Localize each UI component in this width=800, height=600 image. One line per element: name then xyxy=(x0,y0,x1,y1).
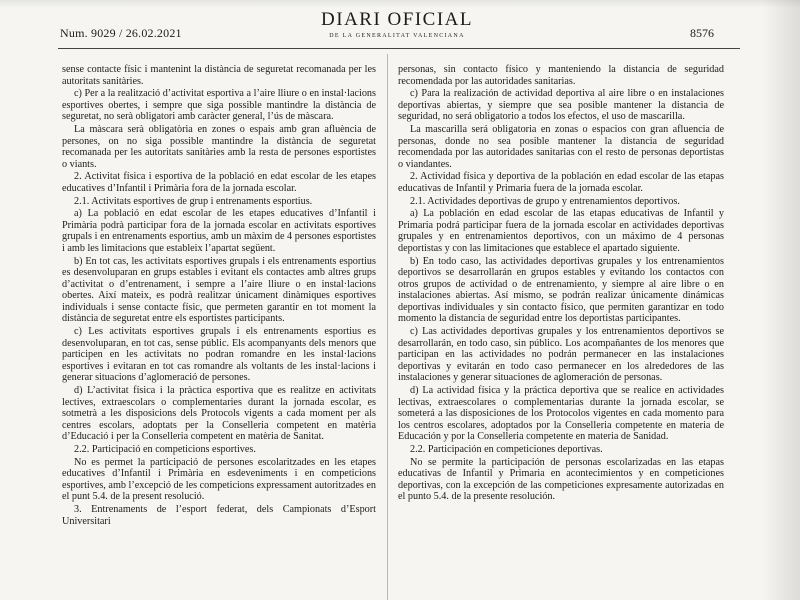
paragraph: 2.2. Participación en competiciones deportivas. xyxy=(410,444,603,455)
paragraph: 2.2. Participació en competicions esportives. xyxy=(74,444,256,455)
paragraph: No es permet la participació de persones escolaritzades en les etapes educatives d’Infantil i Primària en esdeveniments i en competicions esportives, amb l’excepció de les competicions expressament autoritzades en el punt 5.4. de la present resolució. xyxy=(62,456,376,503)
paragraph: 2. Activitat física i esportiva de la població en edat escolar de les etapes educatives d’Infantil i Primària fora de la jornada escolar. xyxy=(62,171,376,194)
journal-masthead xyxy=(312,10,482,40)
paragraph: 2.1. Activitats esportives de grup i entrenaments esportius. xyxy=(74,195,313,207)
paragraph: No se permite la participación de personas escolarizadas en las etapas educativas de Infantil y Primaria en acontecimientos y en competiciones deportivas, con la excepción de las competiciones expresamente autorizadas en el punto 5.4. de la presente resolución. xyxy=(398,456,724,503)
journal-subtitle: DE LA GENERALITAT VALENCIANA xyxy=(329,33,465,39)
page-edge-shadow xyxy=(762,0,800,600)
paragraph: La mascarilla será obligatoria en zonas o espacios con gran afluencia de personas, donde no sea posible mantener la distancia de seguridad recomendada por las autoridades sanitarias con el resto de personas deportistas o viandantes. xyxy=(398,123,724,170)
paragraph: sense contacte físic i mantenint la distància de seguretat recomanada per les autoritats sanitàries. xyxy=(62,64,376,87)
header-rule xyxy=(58,48,740,49)
page-number: 8576 xyxy=(690,26,714,40)
journal-title: DIARI OFICIAL xyxy=(321,9,473,30)
paragraph: c) Per a la realització d’activitat esportiva a l’aire lliure o en instal·lacions esportives obertes, i sempre que siga possible mantindre la distància de seguretat, no serà obligatori amb caràcter general, l’ús de màscara. xyxy=(62,88,376,123)
paragraph: personas, sin contacto físico y manteniendo la distancia de seguridad recomendada por las autoridades sanitarias. xyxy=(398,64,724,87)
paragraph: 2.1. Actividades deportivas de grupo y entrenamientos deportivos. xyxy=(410,195,680,207)
paragraph: c) Les activitats esportives grupals i els entrenaments esportius es desenvoluparan, en tot cas, sense públic. Els acompanyants dels menors que participen en les activitats no podran romandre en les instal·lacions esportives i evitaran en tot cas romandre als voltants de les instal·lacions i generar situacions d’aglomeració de persones. xyxy=(62,326,376,384)
paragraph: a) La població en edat escolar de les etapes educatives d’Infantil i Primària podrà participar fora de la jornada escolar en activitats esportives grupals i en entrenaments esportius, amb un màxim de 4 persones esportistes i amb les limitacions que estableix l’apartat següent. xyxy=(62,208,376,254)
paragraph: La màscara serà obligatòria en zones o espais amb gran afluència de persones, on no siga possible mantindre la distància de seguretat recomanada per les autoritats sanitàries amb la resta de persones esportistes o viants. xyxy=(62,123,376,170)
paragraph: 3. Entrenaments de l’esport federat, dels Campionats d’Esport Universitari xyxy=(62,503,376,527)
column-divider xyxy=(387,54,388,600)
paragraph: a) La población en edad escolar de las etapas educativas de Infantil y Primaria podrá participar fuera de la jornada escolar en actividades deportivas grupales y en entrenamientos deportivos, con un máximo de 4 personas deportistas y con las limitaciones que establece el apartado siguiente. xyxy=(398,208,724,254)
issue-number-date: Num. 9029 / 26.02.2021 xyxy=(60,26,182,40)
paragraph: d) La actividad física y la práctica deportiva que se realice en actividades lectivas, extraescolares o complementarias durante la jornada escolar, se someterá a las disposiciones de los Protocolos vigentes en cada momento para los centros escolares, adoptados por la Conselleria competente en materia de Educación y por la Conselleria competente en materia de Sanidad. xyxy=(398,385,724,443)
top-shadow xyxy=(0,0,800,8)
paragraph: b) En todo caso, las actividades deportivas grupales y los entrenamientos deportivos se desarrollarán en grupos estables y evitando los contactos con otros grupos de actividad o de entrenamiento, y siempre al aire libre o en instalaciones abiertas. Así mismo, se podrán realizar únicamente dinámicas deportivas individuales y sin contacto físico, que permiten garantizar en todo momento la distancia de seguridad entre los deportistas participantes. xyxy=(398,255,724,325)
paragraph: 2. Actividad física y deportiva de la población en edad escolar de las etapas educativas de Infantil y Primaria fuera de la jornada escolar. xyxy=(398,171,724,194)
paragraph: c) Las actividades deportivas grupales y los entrenamientos deportivos se desarrollarán, en todo caso, sin público. Los acompañantes de los menores que participan en las actividades no podrán permanecer en las instalaciones deportivas y evitarán en todo caso permanecer en los alrededores de las instalaciones y generar situaciones de aglomeración de personas. xyxy=(398,326,724,384)
valencian-text-column xyxy=(62,64,376,600)
paragraph: c) Para la realización de actividad deportiva al aire libre o en instalaciones deportivas abiertas, y siempre que sea posible mantener la distancia de seguridad, no será obligatorio a todos los efectos, el uso de mascarilla. xyxy=(398,88,724,123)
paragraph: b) En tot cas, les activitats esportives grupals i els entrenaments esportius es desenvoluparan en grups estables i evitant els contactes amb altres grups d’activitat o d’entrenament, i sempre a l’aire lliure o en instal·lacions obertes. Així mateix, es podrà realitzar únicament dinàmiques esportives individuals i sense contacte físic, que permeten garantir en tot moment la distància de seguretat entre els esportistes participants. xyxy=(62,255,376,325)
paragraph: d) L’activitat física i la pràctica esportiva que es realitze en activitats lectives, extraescolars o complementaries durant la jornada escolar, es sotmetrà a les disposicions dels Protocols vigents a cada moment per als centres escolars, adoptats per la Conselleria competent en matèria d’Educació i per la Conselleria competent en matèria de Sanitat. xyxy=(62,385,376,443)
spanish-text-column xyxy=(398,64,724,600)
